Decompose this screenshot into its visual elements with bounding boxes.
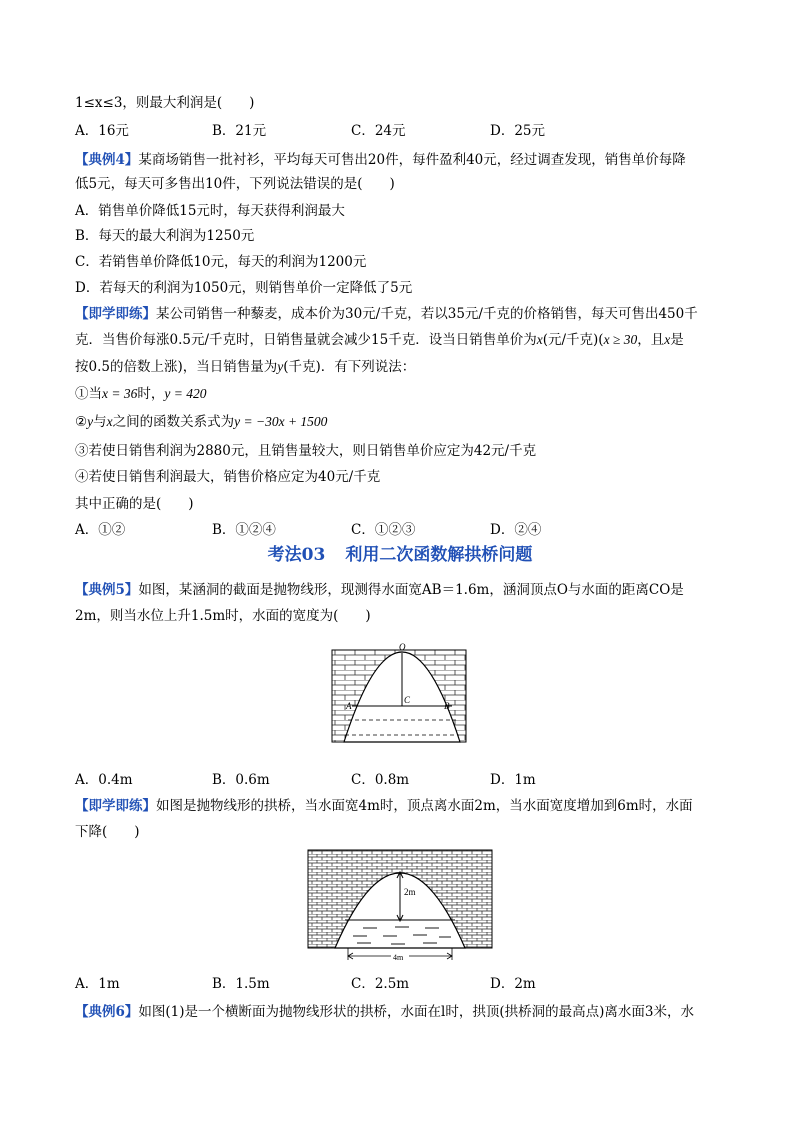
practice-1-text: 某公司销售一种藜麦，成本价为30元/千克，若以35元/千克的价格销售，每天可售出450千 <box>156 306 698 322</box>
example-4-line2: 低5元，每天可多售出10件，下列说法错误的是( ) <box>75 176 395 192</box>
text: 之间的函数关系式为 <box>112 414 235 430</box>
practice-1-line2 <box>75 330 684 350</box>
math-var: y <box>87 414 94 429</box>
example-6-text: 如图(1)是一个横断面为抛物线形状的拱桥，水面在l时，拱顶(拱桥洞的最高点)离水面3米，水 <box>138 1004 694 1020</box>
example-5-line1 <box>75 580 684 600</box>
example-5-text: 如图，某涵洞的截面是抛物线形，现测得水面宽AB＝1.6m，涵洞顶点O与水面的距离CO是 <box>138 582 684 598</box>
option-c: C．24元 <box>351 123 406 139</box>
example-4-line1 <box>75 150 686 170</box>
math-expr: x ≥ 30 <box>603 332 638 347</box>
text: 是 <box>670 332 684 348</box>
section-title: 利用二次函数解拱桥问题 <box>345 545 533 565</box>
option-a: A．0.4m <box>75 772 133 788</box>
option-b: B．1.5m <box>212 976 270 992</box>
option-d: D．2m <box>490 976 536 992</box>
option-a: A．①② <box>75 522 126 538</box>
label-a: A <box>346 701 352 711</box>
statement-1 <box>75 384 206 404</box>
example-5-tag: 【典例5】 <box>75 582 139 598</box>
section-number: 考法03 <box>267 545 326 565</box>
text: 与 <box>93 414 107 430</box>
height-label: 2m <box>404 887 416 897</box>
example-4-option-a: A．销售单价降低15元时，每天获得利润最大 <box>75 203 345 219</box>
label-c: C <box>404 695 411 705</box>
practice-2-text: 如图是抛物线形的拱桥，当水面宽4m时，顶点离水面2m，当水面宽度增加到6m时，水面 <box>156 798 693 814</box>
text: ，且 <box>637 332 665 348</box>
practice-1-line3 <box>75 357 415 377</box>
statement-2 <box>75 412 327 432</box>
option-c: C．2.5m <box>351 976 410 992</box>
math-var: x <box>536 332 543 347</box>
question-tail: 1≤x≤3，则最大利润是( ) <box>75 95 255 111</box>
math-var: y <box>277 359 284 374</box>
culvert-figure <box>330 640 470 755</box>
math-expr: y = 420 <box>164 386 207 401</box>
example-5-line2: 2m，则当水位上升1.5m时，水面的宽度为( ) <box>75 608 371 624</box>
width-label: 4m <box>393 953 404 962</box>
option-c: C．①②③ <box>351 522 416 538</box>
option-b: B．0.6m <box>212 772 270 788</box>
option-a: A．1m <box>75 976 120 992</box>
text: 按0.5的倍数上涨)，当日销售量为 <box>75 359 278 375</box>
example-4-option-d: D．若每天的利润为1050元，则销售单价一定降低了5元 <box>75 280 413 296</box>
math-var: x <box>664 332 671 347</box>
text: 时， <box>137 386 165 402</box>
math-var: x <box>106 414 113 429</box>
text: ② <box>75 414 88 430</box>
text: 克．当售价每涨0.5元/千克时，日销售量就会减少15千克．设当日销售单价为 <box>75 332 537 348</box>
text: (千克)．有下列说法： <box>283 359 416 375</box>
example-4-option-c: C．若销售单价降低10元，每天的利润为1200元 <box>75 254 367 270</box>
example-6-tag: 【典例6】 <box>75 1004 139 1020</box>
example-4-text: 某商场销售一批衬衫，平均每天可售出20件，每件盈利40元，经过调查发现，销售单价每降 <box>138 152 686 168</box>
math-expr: y = −30x + 1500 <box>234 414 328 429</box>
section-heading <box>0 543 800 567</box>
statement-3: ③若使日销售利润为2880元，且销售量较大，则日销售单价应定为42元/千克 <box>75 443 537 459</box>
practice-2-line2: 下降( ) <box>75 824 140 840</box>
bridge-figure <box>305 848 495 963</box>
statement-4: ④若使日销售利润最大，销售价格应定为40元/千克 <box>75 469 381 485</box>
label-b: B <box>444 701 450 711</box>
label-o: O <box>399 642 406 652</box>
option-c: C．0.8m <box>351 772 410 788</box>
option-d: D．②④ <box>490 522 542 538</box>
practice-1-ask: 其中正确的是( ) <box>75 496 194 512</box>
option-d: D．1m <box>490 772 536 788</box>
practice-2-line1 <box>75 796 693 816</box>
option-b: B．①②④ <box>212 522 276 538</box>
text: ①当 <box>75 386 102 402</box>
example-4-option-b: B．每天的最大利润为1250元 <box>75 228 255 244</box>
text: (元/千克)( <box>542 332 604 348</box>
practice-1-tag: 【即学即练】 <box>75 306 156 322</box>
practice-1-line1 <box>75 304 698 324</box>
example-4-tag: 【典例4】 <box>75 152 139 168</box>
option-d: D．25元 <box>490 123 546 139</box>
example-6-line1 <box>75 1002 694 1022</box>
option-a: A．16元 <box>75 123 129 139</box>
option-b: B．21元 <box>212 123 267 139</box>
practice-2-tag: 【即学即练】 <box>75 798 156 814</box>
math-expr: x = 36 <box>102 386 138 401</box>
